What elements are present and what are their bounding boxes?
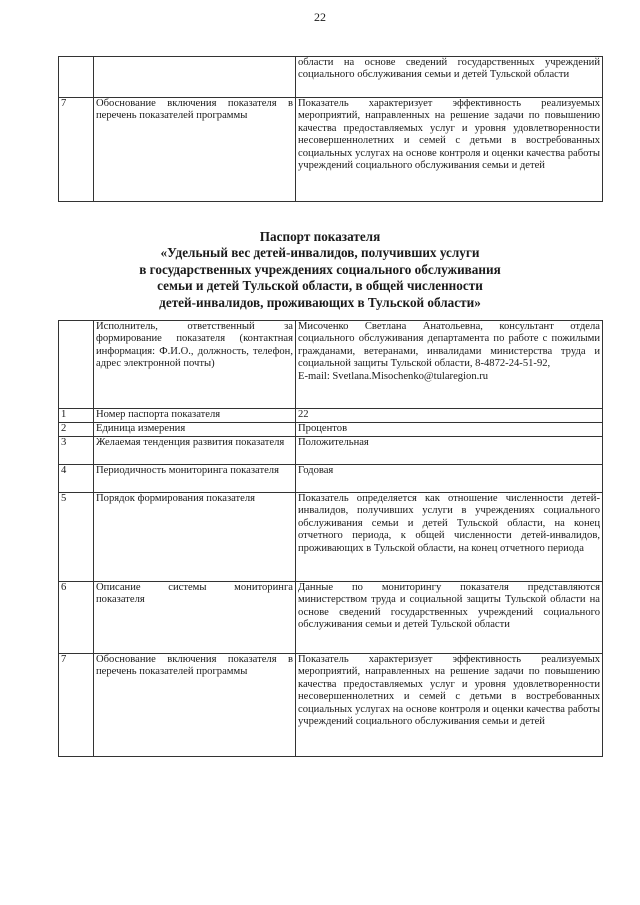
row-label: Описание системы мониторинга показателя (94, 582, 296, 654)
contact-email: E-mail: Svetlana.Misochenko@tularegion.ru (298, 370, 489, 382)
row-value: Годовая (296, 465, 603, 493)
row-label (94, 57, 296, 98)
table-row (59, 409, 603, 423)
row-value: 22 (296, 409, 603, 423)
row-number: 4 (59, 465, 94, 493)
row-number (59, 321, 94, 409)
row-label: Желаемая тенденция развития показателя (94, 437, 296, 465)
table-row (59, 437, 603, 465)
table-row (59, 654, 603, 757)
row-value: области на основе сведений государственных учреждений социального обслуживания семьи и детей Тульской области (296, 57, 603, 98)
table-row (59, 321, 603, 409)
row-number: 1 (59, 409, 94, 423)
row-number: 6 (59, 582, 94, 654)
row-number: 2 (59, 423, 94, 437)
row-value: Процентов (296, 423, 603, 437)
row-label: Обоснование включения показателя в перечень показателей программы (94, 98, 296, 202)
page-number: 22 (314, 10, 326, 24)
row-value: Показатель характеризует эффективность реализуемых мероприятий, направленных на решение задачи по повышению качества предоставляемых услуг и уровня удовлетворенности несовершеннолетних и семей с детьми в востребованных социальных услугах на основе контроля и оценки качества работы учреждений социального обслуживания семьи и детей (296, 654, 603, 757)
row-number: 7 (59, 654, 94, 757)
row-label: Порядок формирования показателя (94, 493, 296, 582)
table-row (59, 493, 603, 582)
table-row (59, 465, 603, 493)
table-row (59, 423, 603, 437)
row-label: Исполнитель, ответственный за формирование показателя (контактная информация: Ф.И.О., должность, телефон, адрес электронной почты) (94, 321, 296, 409)
row-value: Показатель определяется как отношение численности детей-инвалидов, получивших услуги в учреждениях социального обслуживания семьи и детей Тульской области, на конец отчетного периода, к общей численности детей-инвалидов, проживающих в Тульской области, на конец отчетного периода (296, 493, 603, 582)
table-row (59, 582, 603, 654)
row-label: Номер паспорта показателя (94, 409, 296, 423)
passport-title (0, 229, 640, 311)
passport-title-line: семьи и детей Тульской области, в общей численности (157, 278, 483, 294)
passport-title-line: «Удельный вес детей-инвалидов, получивших услуги (160, 245, 480, 261)
passport-title-line: Паспорт показателя (259, 229, 381, 244)
table-row (59, 57, 603, 98)
row-value: Мисоченко Светлана Анатольевна, консультант отдела социального обслуживания департамента по работе с пожилыми гражданами, ветеранами, инвалидами министерства труда и социальной защиты Тульской области, 8-4872-24-51-92, (298, 321, 600, 370)
row-number: 7 (59, 98, 94, 202)
row-value-cell (296, 321, 603, 409)
row-value: Показатель характеризует эффективность реализуемых мероприятий, направленных на решение задачи по повышению качества предоставляемых услуг и уровня удовлетворенности несовершеннолетних и семей с детьми в востребованных социальных услугах на основе контроля и оценки качества работы учреждений социального обслуживания семьи и детей (296, 98, 603, 202)
top-continuation-table (58, 56, 603, 202)
row-label: Единица измерения (94, 423, 296, 437)
row-number: 3 (59, 437, 94, 465)
row-label: Обоснование включения показателя в перечень показателей программы (94, 654, 296, 757)
row-label: Периодичность мониторинга показателя (94, 465, 296, 493)
row-value: Данные по мониторингу показателя представляются министерством труда и социальной защиты Тульской области на основе сведений государственных учреждений социального обслуживания семьи и детей Тульской области (296, 582, 603, 654)
passport-title-line: в государственных учреждениях социального обслуживания (139, 261, 501, 277)
passport-title-line: детей-инвалидов, проживающих в Тульской области» (159, 294, 481, 310)
table-row (59, 98, 603, 202)
row-number (59, 57, 94, 98)
passport-table (58, 320, 603, 757)
row-number: 5 (59, 493, 94, 582)
row-value: Положительная (296, 437, 603, 465)
